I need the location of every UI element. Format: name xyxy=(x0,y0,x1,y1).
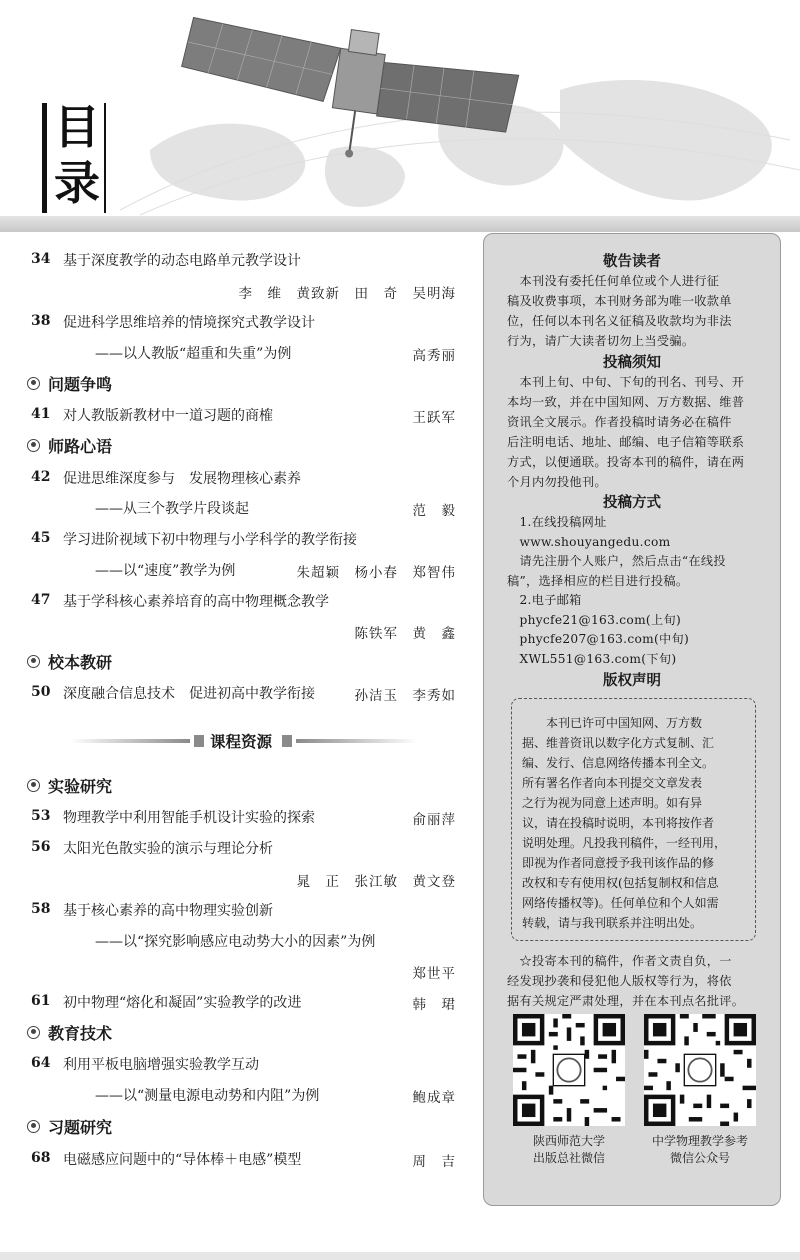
copyright-heading: 版权声明 xyxy=(603,673,661,689)
qr-caption-line: 中学物理教学参考 xyxy=(651,1134,748,1148)
page-number: 45 xyxy=(31,530,51,546)
method-line: 1.在线投稿网址 xyxy=(507,515,607,529)
page-number: 34 xyxy=(31,251,51,267)
header-divider-band xyxy=(0,216,800,232)
qr-code-journal[interactable] xyxy=(644,1014,756,1126)
submission-heading: 投稿须知 xyxy=(603,355,661,371)
page-number: 61 xyxy=(31,993,51,1009)
article-authors: 周 吉 xyxy=(412,1154,456,1170)
article-title: 对人教版新教材中一道习题的商榷 xyxy=(63,408,273,424)
article-title: 电磁感应问题中的“导体棒＋电感”模型 xyxy=(63,1152,302,1168)
page-number: 42 xyxy=(31,469,51,485)
notice-line: 行为，请广大读者切勿上当受骗。 xyxy=(507,334,695,348)
section-label: 教育技术 xyxy=(48,1023,113,1043)
article-title: 利用平板电脑增强实验教学互动 xyxy=(63,1057,259,1073)
copyright-line: 转载，请与我刊联系并注明出处。 xyxy=(522,916,703,930)
article-authors: 孙洁玉 李秀如 xyxy=(354,688,456,704)
method-line: 请先注册个人账户，然后点击“在线投 xyxy=(507,554,726,568)
email-link[interactable]: phycfe21@163.com(上旬) xyxy=(507,613,682,627)
section-label: 师路心语 xyxy=(48,436,113,456)
copyright-line: 改权和专有使用权(包括复制权和信息 xyxy=(522,876,719,890)
method-line: 稿”，选择相应的栏目进行投稿。 xyxy=(507,574,689,588)
article-subtitle: ——从三个教学片段谈起 xyxy=(95,501,249,517)
target-icon xyxy=(27,655,40,668)
target-icon xyxy=(27,377,40,390)
section-heading xyxy=(27,373,112,393)
copyright-line: 之行为视为同意上述声明。如有异 xyxy=(522,796,703,810)
section-label: 实验研究 xyxy=(48,776,113,796)
page-number: 41 xyxy=(31,406,51,422)
section-heading xyxy=(27,775,112,795)
page-number: 64 xyxy=(31,1055,51,1071)
divider-block-right xyxy=(282,735,292,747)
qr-caption-line: 出版总社微信 xyxy=(532,1151,605,1165)
submission-line: 后注明电话、地址、邮编、电子信箱等联系 xyxy=(507,435,745,449)
qr-caption-line: 陕西师范大学 xyxy=(532,1134,605,1148)
target-icon xyxy=(27,439,40,452)
article-subtitle: ——以“速度”教学为例 xyxy=(95,563,236,579)
divider-block-left xyxy=(194,735,204,747)
copyright-line: 即视为作者同意授予我刊该作品的修 xyxy=(522,856,715,870)
page-number: 47 xyxy=(31,592,51,608)
submission-line: 本刊上旬、中旬、下旬的刊名、刊号、开 xyxy=(507,375,745,389)
article-authors: 鲍成章 xyxy=(412,1090,456,1106)
article-authors: 朱超颖 杨小春 郑智伟 xyxy=(296,565,456,581)
article-authors: 陈铁军 黄 鑫 xyxy=(354,626,456,642)
section-heading xyxy=(27,1022,112,1042)
qr-caption-publisher xyxy=(499,1133,639,1167)
submission-line: 方式，以便通联。投寄本刊的稿件，请在两 xyxy=(507,455,745,469)
section-heading xyxy=(27,435,112,455)
article-subtitle: ——以“探究影响感应电动势大小的因素”为例 xyxy=(95,934,376,950)
page-title-char: 录 xyxy=(54,156,100,210)
article-title: 促进科学思维培养的情境探究式教学设计 xyxy=(63,315,315,331)
article-title: 太阳光色散实验的演示与理论分析 xyxy=(63,841,273,857)
qr-caption-line: 微信公众号 xyxy=(669,1151,730,1165)
article-authors: 李 维 黄致新 田 奇 吴明海 xyxy=(238,286,456,302)
page-number: 68 xyxy=(31,1150,51,1166)
divider-line-right xyxy=(296,739,418,743)
article-title: 促进思维深度参与 发展物理核心素养 xyxy=(63,471,301,487)
footer-band xyxy=(0,1252,800,1260)
article-authors: 王跃军 xyxy=(412,410,456,426)
copyright-line: 网络传播权等)。任何单位和个人如需 xyxy=(522,896,719,910)
article-authors: 俞丽萍 xyxy=(412,812,456,828)
target-icon xyxy=(27,779,40,792)
method-line: 2.电子邮箱 xyxy=(507,593,582,607)
page-number: 56 xyxy=(31,839,51,855)
email-link[interactable]: phycfe207@163.com(中旬) xyxy=(507,632,690,646)
section-heading xyxy=(27,651,112,671)
article-title: 基于核心素养的高中物理实验创新 xyxy=(63,903,273,919)
article-authors: 韩 珺 xyxy=(412,997,456,1013)
course-resources-divider xyxy=(70,730,420,750)
submission-url[interactable]: www.shouyangedu.com xyxy=(507,535,671,549)
page-number: 53 xyxy=(31,808,51,824)
submission-line: 个月内勿投他刊。 xyxy=(507,475,607,489)
header-banner xyxy=(0,0,800,232)
copyright-line: 据、维普资讯以数字化方式复制、汇 xyxy=(522,736,715,750)
section-label: 习题研究 xyxy=(48,1117,113,1137)
copyright-line: 说明处理。凡投我刊稿件，一经刊用， xyxy=(522,836,727,850)
email-link[interactable]: XWL551@163.com(下旬) xyxy=(507,652,677,666)
satellite-icon xyxy=(175,10,525,170)
warning-line: ☆投寄本刊的稿件，作者文责自负，一 xyxy=(507,954,732,968)
section-label: 校本教研 xyxy=(48,652,113,672)
notice-heading: 敬告读者 xyxy=(603,254,661,270)
article-subtitle: ——以“测量电源电动势和内阻”为例 xyxy=(95,1088,320,1104)
course-resources-heading: 课程资源 xyxy=(210,733,273,751)
target-icon xyxy=(27,1026,40,1039)
article-title: 基于学科核心素养培育的高中物理概念教学 xyxy=(63,594,329,610)
section-label: 问题争鸣 xyxy=(48,374,113,394)
article-authors: 范 毅 xyxy=(412,503,456,519)
page-number: 38 xyxy=(31,313,51,329)
article-authors: 郑世平 xyxy=(412,966,456,982)
warning-line: 据有关规定严肃处理，并在本刊点名批评。 xyxy=(507,994,745,1008)
copyright-line: 编、发行、信息网络传播本刊全文。 xyxy=(522,756,715,770)
submission-line: 本均一致，并在中国知网、万方数据、维普 xyxy=(507,395,745,409)
copyright-line: 本刊已许可中国知网、万方数 xyxy=(522,716,703,730)
submission-line: 资讯全文展示。作者投稿时请务必在稿件 xyxy=(507,415,732,429)
article-title: 物理教学中利用智能手机设计实验的探索 xyxy=(63,810,315,826)
notice-line: 本刊没有委托任何单位或个人进行征 xyxy=(507,274,720,288)
divider-line-left xyxy=(70,739,190,743)
method-heading: 投稿方式 xyxy=(603,495,661,511)
article-title: 基于深度教学的动态电路单元教学设计 xyxy=(63,253,301,269)
page-number: 58 xyxy=(31,901,51,917)
notice-line: 稿及收费事项，本刊财务部为唯一收款单 xyxy=(507,294,732,308)
article-title: 学习进阶视域下初中物理与小学科学的教学衔接 xyxy=(63,532,357,548)
section-heading xyxy=(27,1116,112,1136)
copyright-line: 所有署名作者向本刊提交文章发表 xyxy=(522,776,703,790)
page-number: 50 xyxy=(31,684,51,700)
page-title-char: 目 xyxy=(54,100,100,154)
article-subtitle: ——以人教版“超重和失重”为例 xyxy=(95,346,292,362)
warning-line: 经发现抄袭和侵犯他人版权等行为，将依 xyxy=(507,974,732,988)
qr-code-publisher[interactable] xyxy=(513,1014,625,1126)
article-authors: 晁 正 张江敏 黄文登 xyxy=(296,874,456,890)
page-title xyxy=(40,100,110,215)
target-icon xyxy=(27,1120,40,1133)
article-title: 深度融合信息技术 促进初高中教学衔接 xyxy=(63,686,315,702)
qr-caption-journal xyxy=(630,1133,770,1167)
notice-line: 位，任何以本刊名义征稿及收款均为非法 xyxy=(507,314,732,328)
copyright-line: 议，请在投稿时说明，本刊将按作者 xyxy=(522,816,715,830)
article-authors: 高秀丽 xyxy=(412,348,456,364)
article-title: 初中物理“熔化和凝固”实验教学的改进 xyxy=(63,995,302,1011)
